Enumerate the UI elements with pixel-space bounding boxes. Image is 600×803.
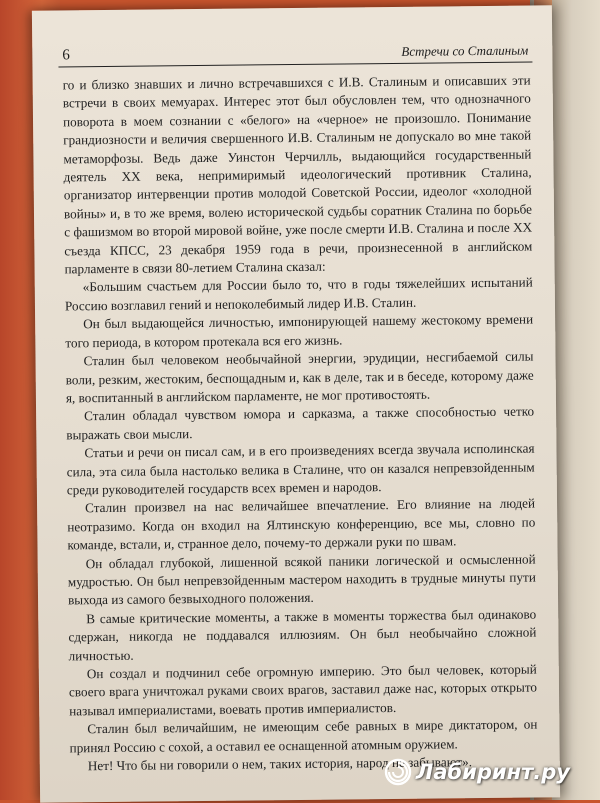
labirint-logo-icon: [384, 758, 412, 786]
watermark-text: Лабиринт.ру: [415, 760, 570, 784]
page-header: [58, 36, 532, 68]
paragraph: Статьи и речи он писал сам, и в его произведениях всегда звучала исполинская сила, эта сила была настолько велика в Сталине, что он казался непревзойденным среди руководителей государств всех времен и народов.: [66, 440, 535, 498]
watermark: [384, 758, 570, 786]
paragraph: Он был выдающейся личностью, импонирующей нашему жестокому времени того периода, в котором протекала вся его жизнь.: [65, 311, 534, 351]
body-text: [63, 72, 538, 776]
paragraph: Он обладал глубокой, лишенной всякой паники логической и осмысленной мудростью. Он был непревзойденным мастером находить в трудные минуты пути выхода из самого безвыходного положения.: [67, 551, 536, 608]
paragraph: Сталин был величайшим, не имеющим себе равных в мире диктатором, он принял Россию с сохой, а оставил ее оснащенной атомным оружием.: [69, 716, 538, 756]
running-head: Встречи со Сталиным: [401, 42, 529, 59]
page-number: 6: [62, 47, 70, 64]
paragraph: Он создал и подчинил себе огромную империю. Это был человек, который своего врага уничтожал руками своих врагов, заставил даже нас, которых открыто называл империалистами, воевать против империалистов.: [68, 661, 538, 719]
book-page: [32, 5, 560, 802]
paragraph: В самые критические моменты, а также в моменты торжества был одинаково сдержан, никогда не поддавался иллюзиям. Он был необычайно сложной личностью.: [68, 606, 537, 663]
paragraph: Сталин был человеком необычайной энергии, эрудиции, несгибаемой силы воли, резким, жестоким, беспощадным и, как в деле, так и в беседе, которому даже я, воспитанный в английском парламенте, не мог противостоять.: [65, 348, 534, 406]
paragraph: «Большим счастьем для России было то, что в годы тяжелейших испытаний Россию возглавил гений и непоколебимый лидер И.В. Сталин.: [64, 274, 533, 314]
paragraph: Сталин произвел на нас величайшее впечатление. Его влияние на людей неотразимо. Когда он входил на Ялтинскую конференцию, все мы, словно по команде, встали, и, странное дело, почему-то держали руки по швам.: [67, 495, 536, 553]
paragraph: Сталин обладал чувством юмора и сарказма, а также способностью четко выражать свои мысли.: [66, 403, 535, 443]
paragraph: го и близко знавших и лично встречавшихся с И.В. Сталиным и описавших эти встречи в своих мемуарах. Интерес этот был обусловлен тем, что однозначного поворота в моем сознании с «белого» на «черное» не произошло. Понимание грандиозности и величия свершенного И.В. Сталиным не допускало во мне такой метаморфозы. Ведь даже Уинстон Черчилль, выдающийся государственный деятель XX века, непримиримый идеологический противник Сталина, организатор интервенции против молодой Советской России, идеолог «холодной войны» и, в то же время, волею исторической судьбы соратник Сталина по борьбе с фашизмом во второй мировой войне, уже после смерти И.В. Сталина и после XX съезда КПСС, 23 декабря 1959 года в речи, произнесенной в английском парламенте в связи 80-летием Сталина сказал:: [62, 72, 533, 277]
paragraph: Нет! Что бы ни говорили о нем, таких история, народ не забывают».: [87, 754, 473, 774]
